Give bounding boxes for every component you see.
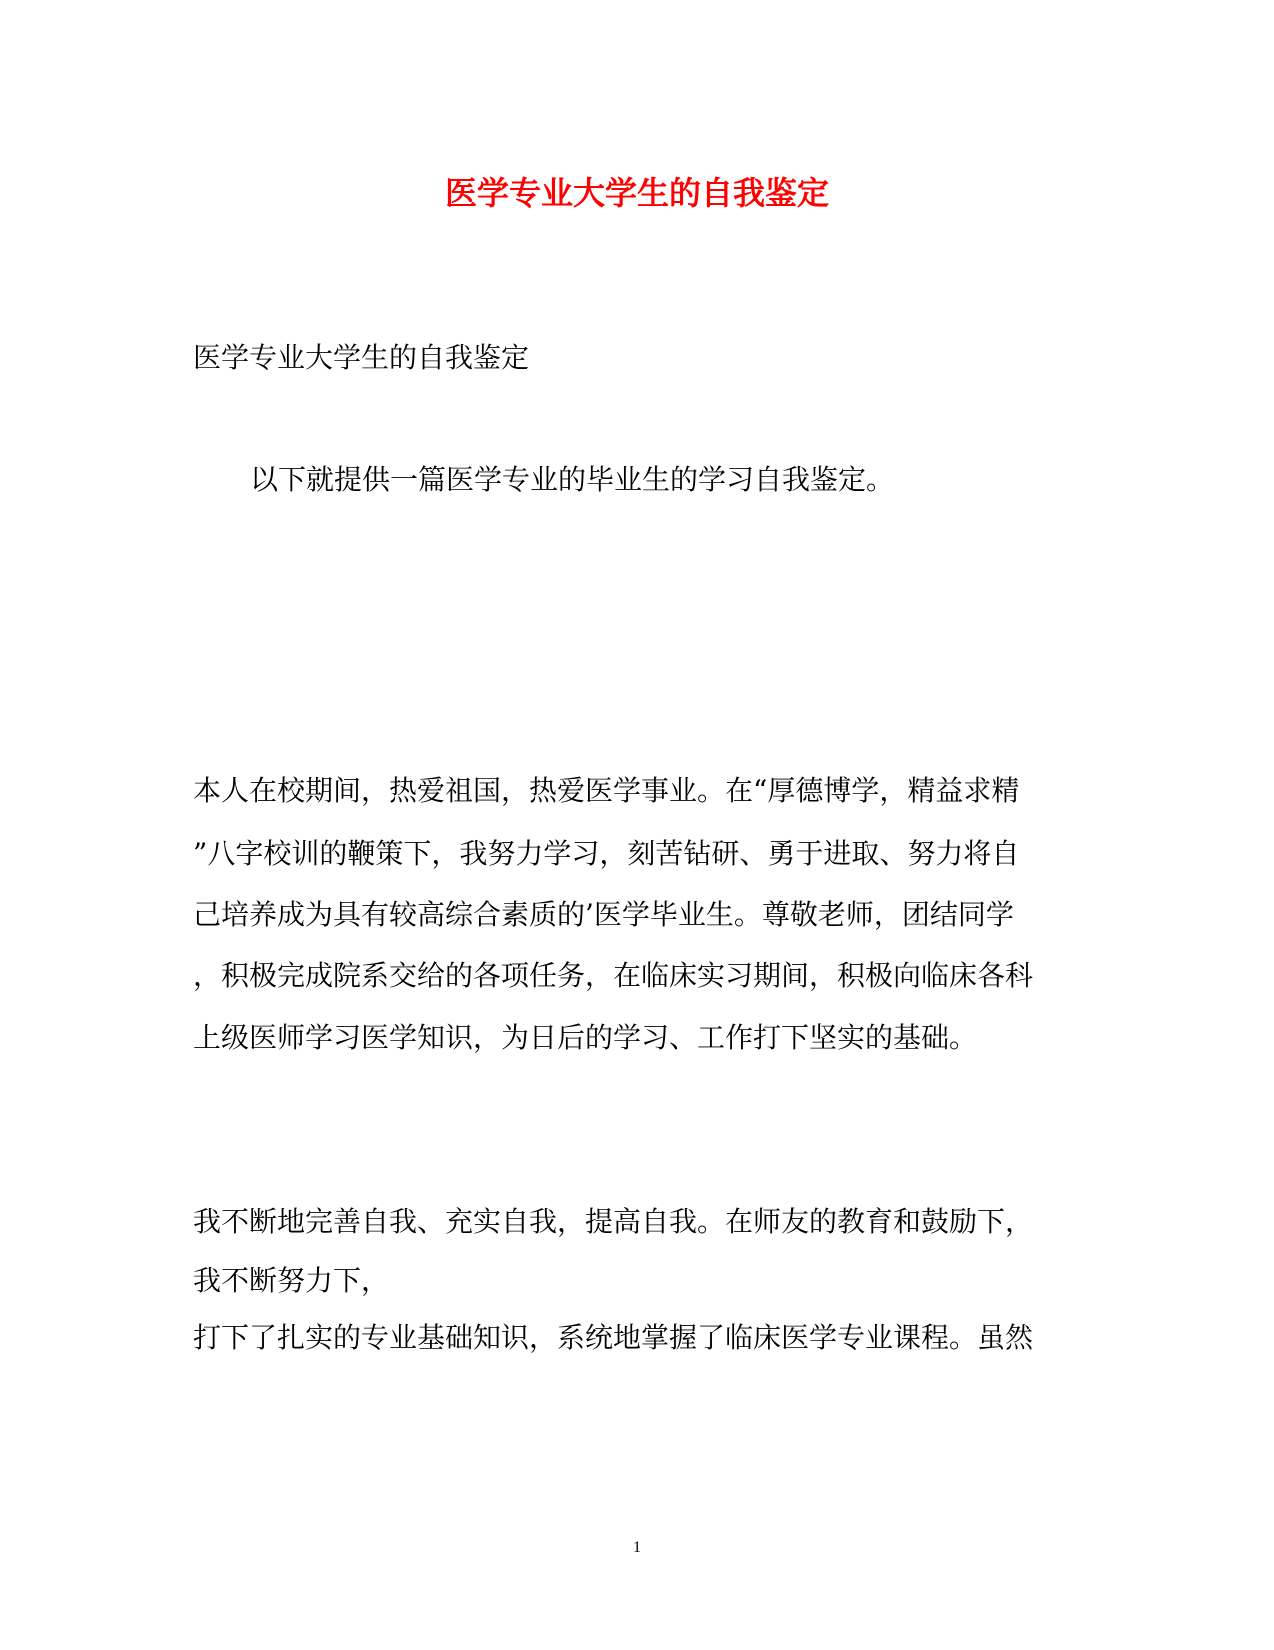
- intro-line: 以下就提供一篇医学专业的毕业生的学习自我鉴定。: [250, 463, 895, 496]
- paragraph1-line-5: 上级医师学习医学知识，为日后的学习、工作打下坚实的基础。: [193, 1021, 978, 1054]
- paragraph1-line-1: 本人在校期间，热爱祖国，热爱医学事业。在“厚德博学，精益求精: [193, 774, 1020, 807]
- page-number: 1: [633, 1539, 641, 1556]
- paragraph2-line-2: 我不断努力下，: [193, 1264, 390, 1297]
- subtitle-line: 医学专业大学生的自我鉴定: [193, 341, 530, 374]
- paragraph2-line-3: 打下了扎实的专业基础知识，系统地掌握了临床医学专业课程。虽然: [193, 1321, 1034, 1354]
- paragraph2-line-1: 我不断地完善自我、充实自我，提高自我。在师友的教育和鼓励下，: [193, 1205, 1034, 1238]
- paragraph1-line-3: 己培养成为具有较高综合素质的’医学毕业生。尊敬老师，团结同学: [193, 898, 1014, 931]
- paragraph1-line-4: ，积极完成院系交给的各项任务，在临床实习期间，积极向临床各科: [193, 959, 1034, 992]
- paragraph1-line-2: ”八字校训的鞭策下，我努力学习，刻苦钻研、勇于进取、努力将自: [193, 837, 1020, 870]
- document-title: 医学专业大学生的自我鉴定: [444, 174, 829, 212]
